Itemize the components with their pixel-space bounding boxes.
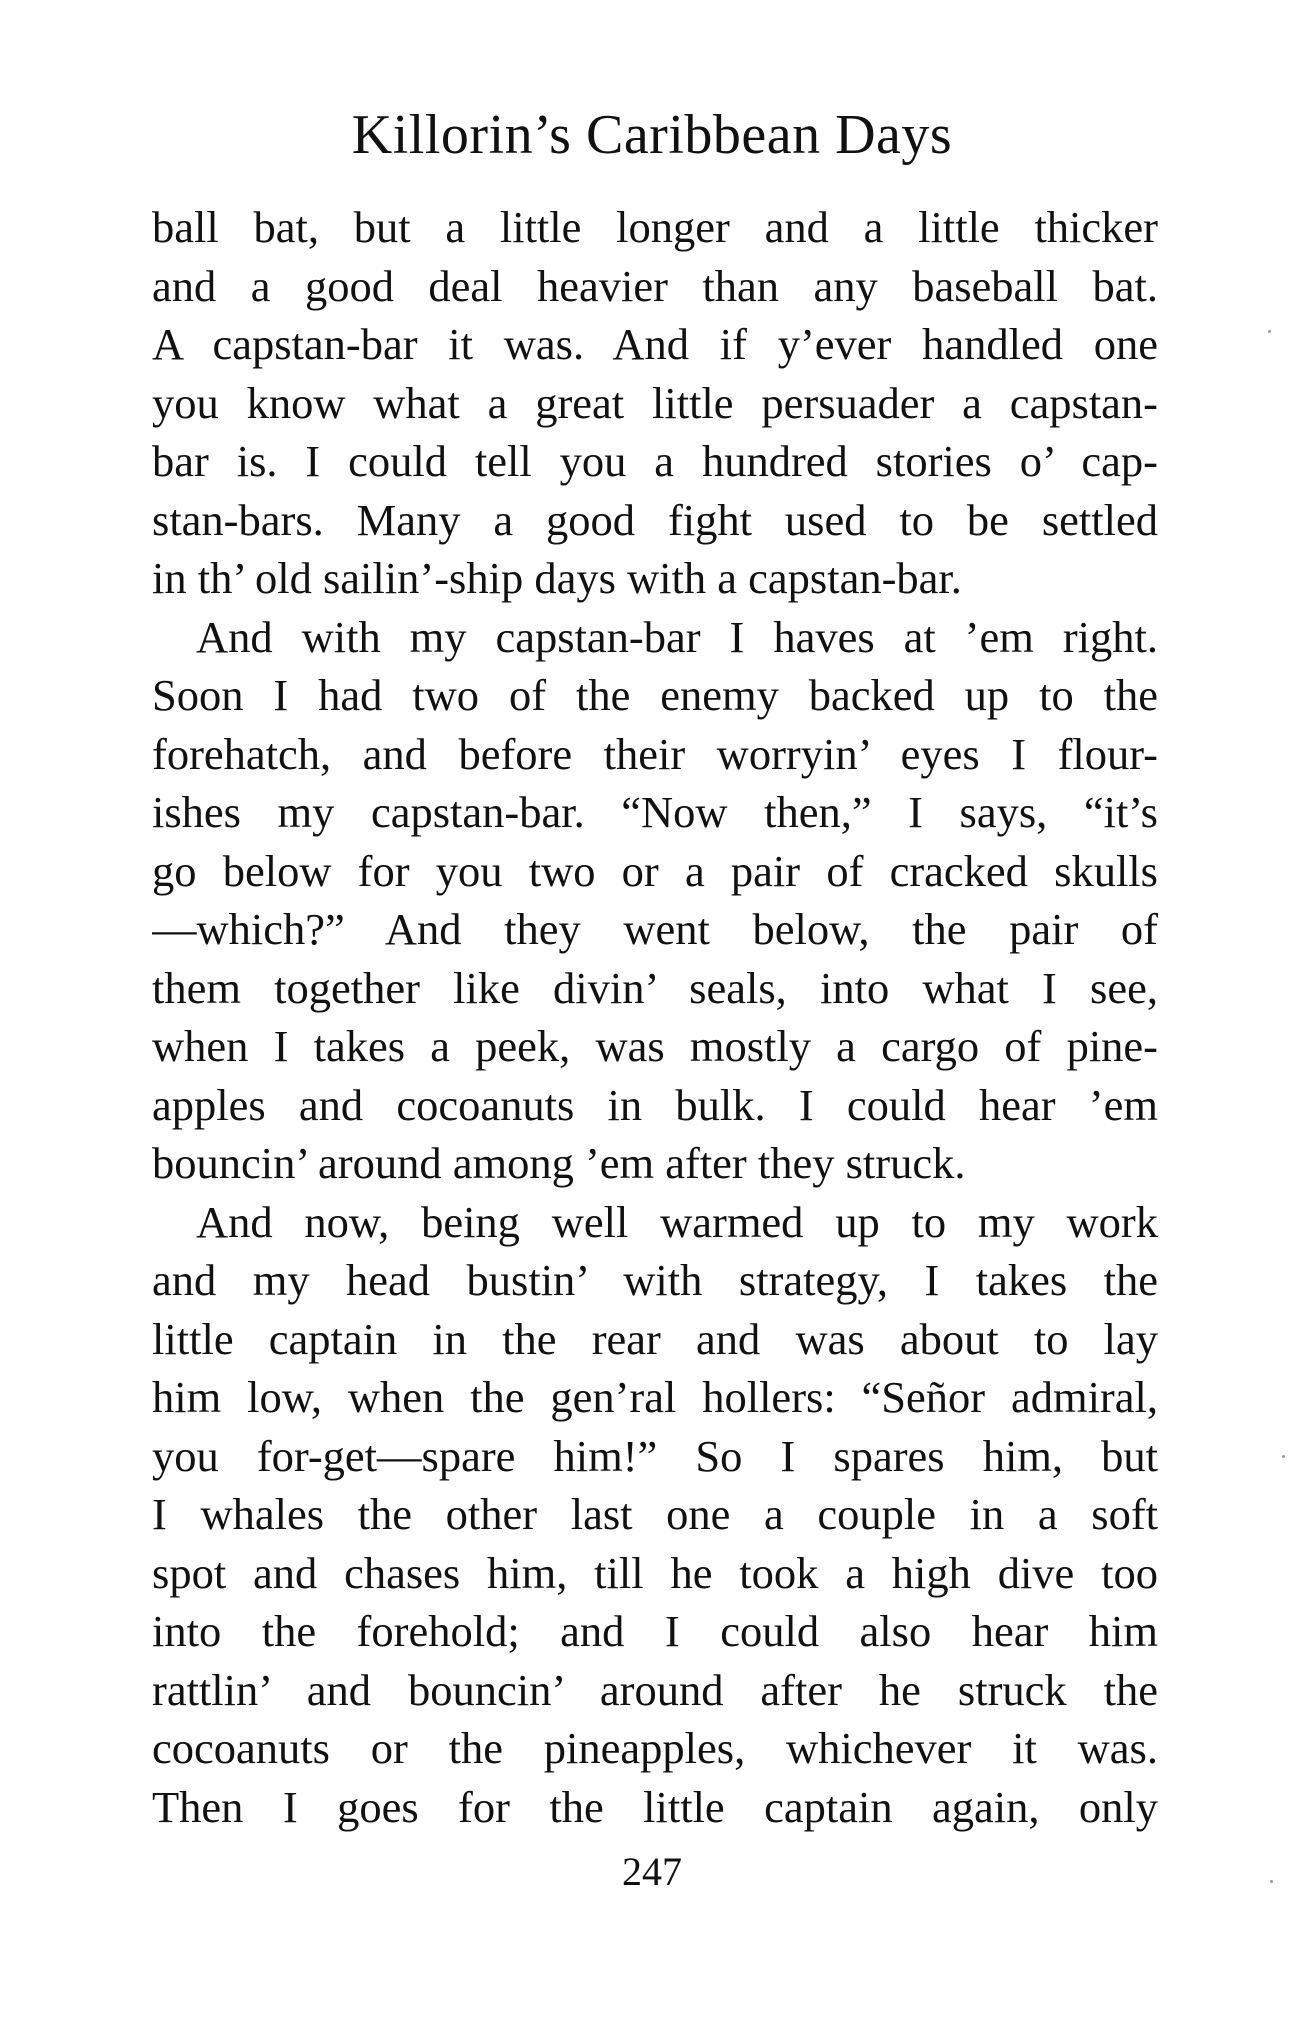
running-head: Killorin’s Caribbean Days — [351, 104, 953, 166]
paper-speck — [1268, 330, 1271, 333]
text-line: Soon I had two of the enemy backed up to the — [152, 670, 1158, 720]
text-line: when I takes a peek, was mostly a cargo of pine- — [152, 1021, 1158, 1071]
text-line: spot and chases him, till he took a high dive too — [152, 1547, 1158, 1598]
paper-speck — [1282, 1455, 1285, 1458]
text-line: ishes my capstan-bar. “Now then,” I says, “it’s — [152, 787, 1158, 837]
text-line: ball bat, but a little longer and a little thicker — [152, 202, 1158, 252]
text-line: you know what a great little persuader a capstan- — [152, 377, 1158, 428]
text-line: forehatch, and before their worryin’ eyes I flour- — [152, 728, 1158, 779]
text-line: bar is. I could tell you a hundred stories o’ cap- — [152, 436, 1158, 486]
text-line: apples and cocoanuts in bulk. I could hear ’em — [152, 1079, 1158, 1130]
text-line: I whales the other last one a couple in a soft — [152, 1489, 1158, 1539]
text-line: And with my capstan-bar I haves at ’em right. — [196, 611, 1158, 662]
text-line: and a good deal heavier than any baseball bat. — [152, 260, 1158, 311]
text-line: him low, when the gen’ral hollers: “Señor admiral, — [152, 1372, 1158, 1422]
text-line: cocoanuts or the pineapples, whichever it was. — [152, 1723, 1158, 1773]
text-line: into the forehold; and I could also hear him — [152, 1606, 1158, 1656]
text-line: them together like divin’ seals, into what I see, — [152, 962, 1158, 1013]
body-text — [152, 198, 1158, 1836]
text-line: stan-bars. Many a good fight used to be settled — [152, 494, 1158, 545]
text-line: you for-get—spare him!” So I spares him, but — [152, 1430, 1158, 1481]
paper-speck — [1270, 1880, 1273, 1883]
text-line: little captain in the rear and was about to lay — [152, 1313, 1158, 1364]
text-line: and my head bustin’ with strategy, I takes the — [152, 1255, 1158, 1305]
text-line: in th’ old sailin’-ship days with a capstan-bar. — [152, 553, 962, 603]
text-line: rattlin’ and bouncin’ around after he struck the — [152, 1664, 1158, 1715]
page-number: 247 — [622, 1849, 682, 1894]
text-line: And now, being well warmed up to my work — [196, 1196, 1158, 1247]
text-line: Then I goes for the little captain again, only — [152, 1781, 1158, 1832]
text-line: go below for you two or a pair of cracked skulls — [152, 845, 1158, 896]
text-line: bouncin’ around among ’em after they struck. — [152, 1138, 966, 1188]
text-line: A capstan-bar it was. And if y’ever handled one — [152, 319, 1158, 369]
text-line: —which?” And they went below, the pair of — [152, 904, 1158, 954]
